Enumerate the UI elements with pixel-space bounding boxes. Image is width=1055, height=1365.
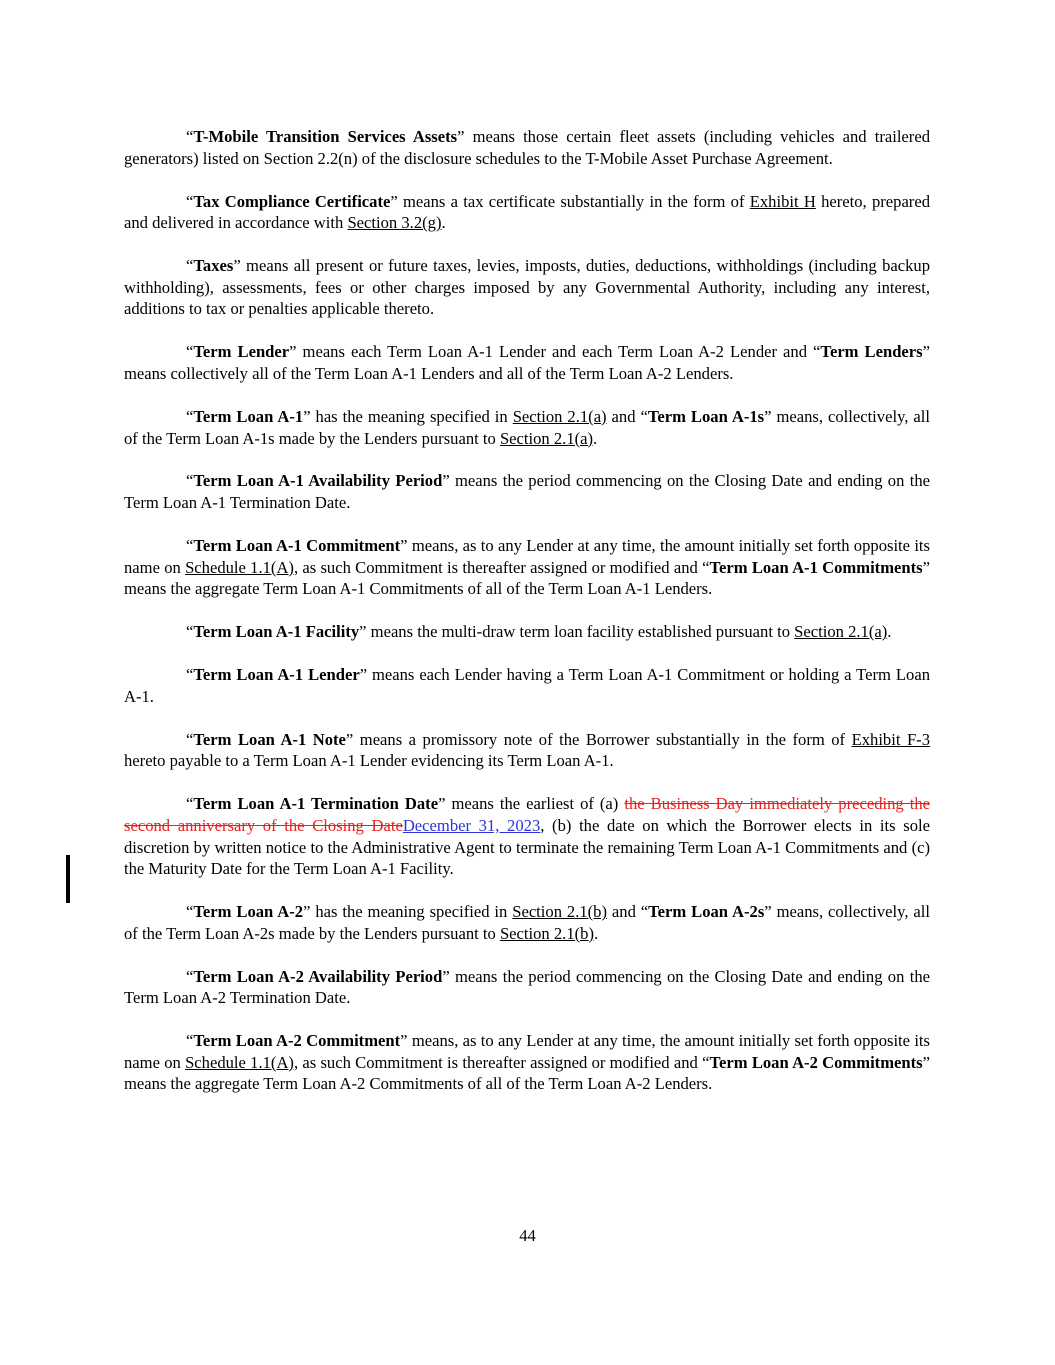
definition-text: , (b) the date on which the Borrower elects in its sole discretion by written notice to the Administrative Agent to terminate the remaining Term Loan A-1 Commitments and (c) the Maturity Date for the Term Loan A-1 Facility. [124, 815, 930, 879]
definition-text: ” means each Lender having a Term Loan A-1 Commitment or holding a Term Loan A-1. [124, 665, 930, 706]
defined-term: Term Loan A-1 Termination Date [193, 794, 439, 814]
definition-term-loan-a-2 [124, 901, 930, 944]
cross-reference: Exhibit F-3 [851, 729, 931, 749]
definition-text: ” means, as to any Lender at any time, the amount initially set forth opposite its name on [124, 1031, 931, 1072]
defined-term: Term Loan A-2s [648, 902, 765, 922]
definition-text: hereto, prepared and delivered in accordance with [124, 191, 930, 233]
definition-text: and “ [607, 902, 649, 922]
definition-text: ” means, collectively, all of the Term Loan A-1s made by the Lenders pursuant to [124, 406, 930, 448]
definition-text: . [593, 923, 599, 943]
definition-text: ” means a tax certificate substantially in the form of [390, 191, 750, 211]
definition-text: ” means all present or future taxes, levies, imposts, duties, deductions, withholdings (including backup withholding), assessments, fees or other charges imposed by any Governmental Authority, including any interest, additions to tax or penalties applicable thereto. [124, 256, 930, 319]
definition-text: and “ [606, 406, 648, 426]
open-quote: “ [186, 127, 194, 146]
definition-term-loan-a-2-availability-period [124, 966, 930, 1009]
definition-term-loan-a-1-termination-date [124, 793, 930, 879]
definition-text: ” means the period commencing on the Closing Date and ending on the Term Loan A-2 Termination Date. [124, 966, 930, 1008]
definition-term-loan-a-2-commitment [124, 1030, 930, 1095]
definition-text: hereto payable to a Term Loan A-1 Lender evidencing its Term Loan A-1. [124, 751, 614, 771]
open-quote: “ [186, 794, 194, 814]
definition-term-loan-a-1-note [124, 729, 930, 772]
open-quote: “ [186, 665, 194, 685]
defined-term: Term Loan A-1 Commitment [193, 536, 401, 556]
open-quote: “ [186, 1031, 194, 1051]
defined-term: Term Loan A-2 Availability Period [193, 966, 443, 986]
definition-term-lender [124, 341, 930, 384]
cross-reference: Section 2.1(a) [499, 428, 594, 448]
cross-reference: Section 2.1(a) [512, 406, 607, 426]
defined-term: Tax Compliance Certificate [193, 191, 391, 211]
definition-text: ” means each Term Loan A-1 Lender and each Term Loan A-2 Lender and “ [289, 342, 821, 362]
page-number: 44 [519, 1226, 536, 1245]
cross-reference: Section 2.1(b) [512, 902, 607, 922]
definition-text: . [593, 428, 598, 448]
defined-term: Term Loan A-1 Lender [193, 665, 360, 685]
definition-text: ” means those certain fleet assets (including vehicles and trailered generators) listed on Section 2.2(n) of the disclosure schedules to the T-Mobile Asset Purchase Agreement. [124, 127, 930, 168]
defined-term: Term Loan A-1 Availability Period [193, 471, 443, 491]
change-bar [66, 855, 70, 903]
definition-text: , as such Commitment is thereafter assigned or modified and “ [293, 557, 710, 577]
open-quote: “ [186, 536, 194, 556]
defined-term: Term Loan A-2 [193, 902, 304, 922]
defined-term: Term Loan A-1 [193, 406, 304, 426]
definition-text: . [887, 622, 892, 642]
defined-term: Term Loan A-1 Facility [193, 622, 360, 642]
definition-text: ” means the earliest of (a) [438, 794, 625, 814]
defined-term: Taxes [193, 256, 234, 276]
definition-text: , as such Commitment is thereafter assigned or modified and “ [293, 1052, 710, 1072]
deleted-text: the Business Day immediately preceding the second anniversary of the Closing Date [124, 794, 930, 835]
definition-text: ” means a promissory note of the Borrower substantially in the form of [345, 729, 852, 749]
open-quote: “ [186, 471, 194, 491]
open-quote: “ [186, 902, 194, 922]
cross-reference: Section 3.2(g) [347, 213, 442, 233]
definition-term-loan-a-1-commitment [124, 535, 930, 600]
definition-text: . [441, 213, 446, 233]
cross-reference: Section 2.1(b) [499, 923, 594, 943]
open-quote: “ [186, 622, 194, 642]
definition-text: ” means the multi-draw term loan facility established pursuant to [359, 622, 795, 642]
definition-text: ” has the meaning specified in [303, 902, 513, 922]
document-page [124, 126, 930, 1116]
open-quote: “ [186, 342, 194, 362]
definition-text: ” means the aggregate Term Loan A-1 Commitments of all of the Term Loan A-1 Lenders. [124, 557, 930, 599]
cross-reference: Schedule 1.1(A) [185, 1052, 294, 1072]
defined-term: Term Lenders [820, 342, 923, 362]
definition-taxes [124, 255, 930, 320]
definition-text: ” means, as to any Lender at any time, the amount initially set forth opposite its name on [124, 536, 931, 577]
definition-term-loan-a-1-availability-period [124, 470, 930, 513]
definition-text: ” means the period commencing on the Closing Date and ending on the Term Loan A-1 Termination Date. [124, 471, 930, 513]
definition-tax-compliance-certificate [124, 191, 930, 234]
definition-text: ” means the aggregate Term Loan A-2 Commitments of all of the Term Loan A-2 Lenders. [124, 1052, 930, 1094]
defined-term: Term Loan A-1s [647, 406, 765, 426]
definition-text: ” has the meaning specified in [303, 406, 513, 426]
definition-text: ” means collectively all of the Term Loan A-1 Lenders and all of the Term Loan A-2 Lenders. [124, 342, 930, 383]
definition-t-mobile-transition-services-assets [124, 126, 930, 169]
open-quote: “ [186, 966, 194, 986]
defined-term: Term Loan A-1 Note [193, 729, 346, 749]
open-quote: “ [186, 191, 194, 211]
defined-term: T-Mobile Transition Services Assets [193, 127, 458, 146]
inserted-text: December 31, 2023 [402, 815, 541, 835]
definition-term-loan-a-1 [124, 406, 930, 449]
open-quote: “ [186, 256, 194, 276]
open-quote: “ [186, 406, 194, 426]
defined-term: Term Loan A-1 Commitments [709, 557, 923, 577]
cross-reference: Schedule 1.1(A) [185, 557, 294, 577]
definition-term-loan-a-1-lender [124, 664, 930, 707]
definition-term-loan-a-1-facility [124, 621, 930, 643]
definition-text: ” means, collectively, all of the Term Loan A-2s made by the Lenders pursuant to [124, 902, 930, 943]
cross-reference: Exhibit H [749, 191, 816, 211]
cross-reference: Section 2.1(a) [794, 622, 888, 642]
open-quote: “ [186, 729, 194, 749]
defined-term: Term Loan A-2 Commitment [193, 1031, 401, 1051]
defined-term: Term Loan A-2 Commitments [709, 1052, 923, 1072]
defined-term: Term Lender [193, 342, 290, 362]
